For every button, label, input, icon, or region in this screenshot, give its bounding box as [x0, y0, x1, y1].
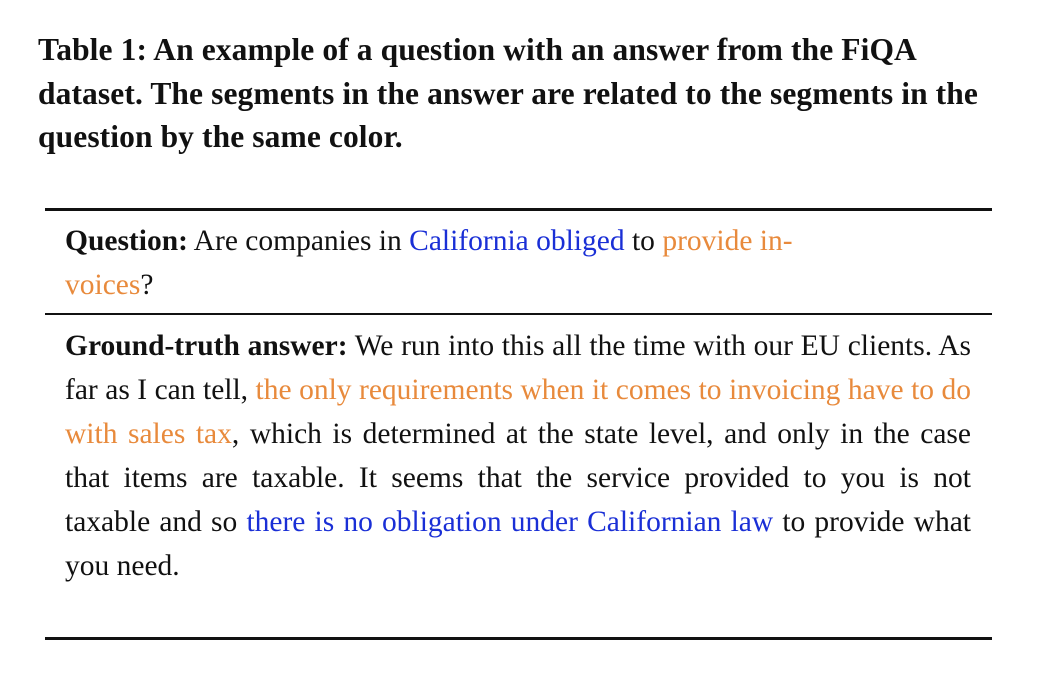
answer-text: , which is determined at the state level, and only in the case that items are taxable. It seems that the service provided to you is not taxable and so — [65, 418, 971, 538]
table-caption: Table 1: An example of a question with an answer from the FiQA dataset. The segments in the answer are related to the segments in the question by the same color. — [38, 32, 978, 154]
question-text: Are companies in — [187, 225, 410, 257]
question-cell — [65, 219, 971, 307]
answer-text: to provide what you need. — [65, 506, 972, 582]
answer-highlight-orange: the only requirements when it comes to invoicing have to do with sales tax — [65, 374, 971, 450]
table-mid-rule — [45, 313, 992, 315]
answer-label: Ground-truth answer: — [65, 330, 348, 362]
table-top-rule — [45, 208, 992, 211]
answer-highlight-blue: there is no obligation under Californian law — [246, 506, 774, 538]
answer-cell — [65, 324, 971, 588]
question-highlight-orange-continued: voices — [65, 269, 141, 301]
question-highlight-blue: California obliged — [409, 225, 625, 257]
answer-text: We run into this all the time with our EU clients. As far as I can tell, — [65, 330, 972, 406]
question-highlight-orange: provide in- — [662, 225, 793, 257]
question-text: to — [624, 225, 663, 257]
table-bottom-rule — [45, 637, 992, 640]
question-text: ? — [140, 269, 154, 301]
question-label: Question: — [65, 225, 188, 257]
